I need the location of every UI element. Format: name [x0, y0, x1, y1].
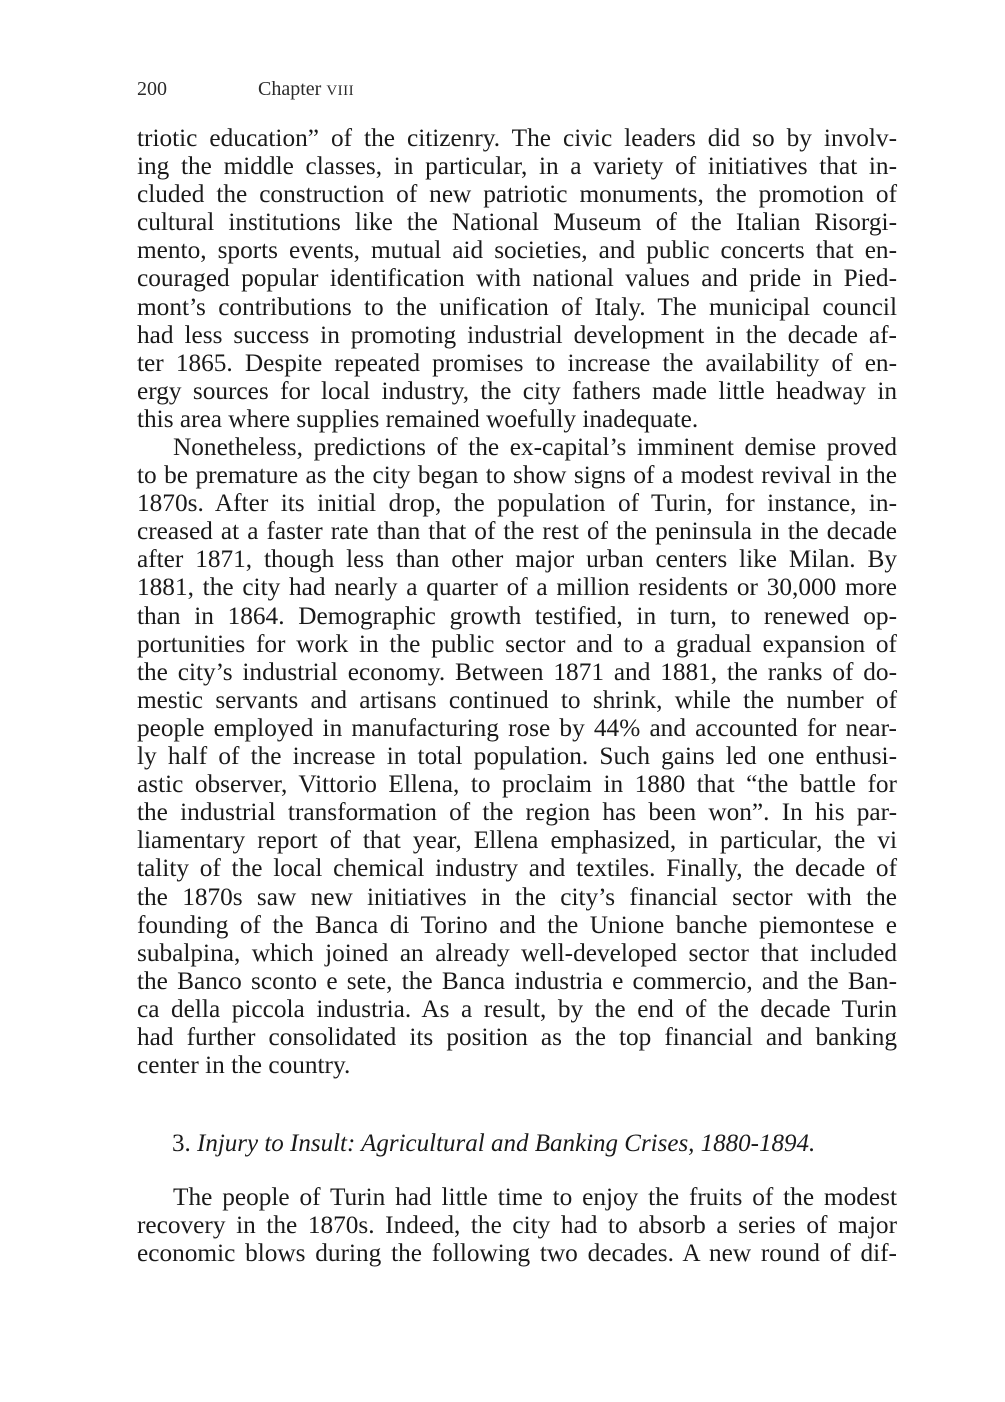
running-head	[137, 78, 354, 101]
paragraph-crises	[137, 1183, 897, 1267]
text-line: ly half of the increase in total population. Such gains led one enthusi-	[137, 742, 897, 771]
chapter-label: Chapter	[258, 78, 322, 100]
text-line: the Banco sconto e sete, the Banca industria e commercio, and the Ban-	[137, 966, 897, 995]
text-line: people employed in manufacturing rose by 44% and accounted for near-	[137, 713, 897, 742]
text-line: this area where supplies remained woefully inadequate.	[137, 404, 699, 433]
text-line: mestic servants and artisans continued to shrink, while the number of	[137, 685, 897, 714]
text-line: 1870s. After its initial drop, the population of Turin, for instance, in-	[137, 489, 897, 518]
text-line: founding of the Banca di Torino and the Unione banche piemontese e	[137, 910, 897, 939]
text-line: mento, sports events, mutual aid societies, and public concerts that en-	[137, 236, 897, 265]
section-number: 3.	[172, 1130, 191, 1157]
text-line: ing the middle classes, in particular, in a variety of initiatives that in-	[137, 152, 897, 181]
chapter-numeral: VIII	[326, 83, 355, 99]
text-line: had further consolidated its position as the top financial and banking	[137, 1022, 897, 1051]
paragraph-continued	[137, 124, 897, 433]
text-line: liamentary report of that year, Ellena emphasized, in particular, the vi	[137, 826, 897, 855]
section-heading	[172, 1130, 815, 1158]
text-line: subalpina, which joined an already well-developed sector that included	[137, 938, 897, 967]
text-line: The people of Turin had little time to enjoy the fruits of the modest	[173, 1183, 897, 1211]
text-line: had less success in promoting industrial development in the decade af-	[137, 320, 897, 349]
paragraph-revival	[137, 433, 897, 1079]
text-line: the 1870s saw new initiatives in the city’s financial sector with the	[137, 882, 897, 911]
text-line: cluded the construction of new patriotic monuments, the promotion of	[137, 180, 897, 209]
text-line: than in 1864. Demographic growth testified, in turn, to renewed op-	[137, 601, 897, 630]
text-line: the city’s industrial economy. Between 1871 and 1881, the ranks of do-	[137, 657, 897, 686]
text-line: center in the country.	[137, 1051, 351, 1080]
text-line: ter 1865. Despite repeated promises to increase the availability of en-	[137, 348, 897, 377]
text-line: Nonetheless, predictions of the ex-capital’s imminent demise proved	[173, 433, 897, 461]
text-line: mont’s contributions to the unification of Italy. The municipal council	[137, 292, 897, 321]
text-line: triotic education” of the citizenry. The civic leaders did so by involv-	[137, 124, 897, 152]
text-line: creased at a faster rate than that of the rest of the peninsula in the decade	[137, 517, 897, 546]
text-line: after 1871, though less than other major urban centers like Milan. By	[137, 545, 897, 574]
page-number: 200	[137, 78, 167, 100]
text-line: economic blows during the following two decades. A new round of dif-	[137, 1239, 897, 1268]
text-line: astic observer, Vittorio Ellena, to proclaim in 1880 that “the battle for	[137, 770, 897, 799]
section-title: Injury to Insult: Agricultural and Banking Crises, 1880-1894.	[197, 1130, 816, 1157]
text-line: recovery in the 1870s. Indeed, the city had to absorb a series of major	[137, 1211, 897, 1240]
text-line: cultural institutions like the National Museum of the Italian Risorgi-	[137, 208, 897, 237]
text-line: portunities for work in the public sector and to a gradual expansion of	[137, 629, 897, 658]
text-line: tality of the local chemical industry and textiles. Finally, the decade of	[137, 854, 897, 883]
text-line: couraged popular identification with national values and pride in Pied-	[137, 264, 897, 293]
text-line: 1881, the city had nearly a quarter of a million residents or 30,000 more	[137, 573, 897, 602]
text-line: the industrial transformation of the region has been won”. In his par-	[137, 798, 897, 827]
text-line: to be premature as the city began to show signs of a modest revival in the	[137, 461, 897, 490]
text-line: ergy sources for local industry, the city fathers made little headway in	[137, 376, 897, 405]
text-line: ca della piccola industria. As a result, by the end of the decade Turin	[137, 994, 897, 1023]
